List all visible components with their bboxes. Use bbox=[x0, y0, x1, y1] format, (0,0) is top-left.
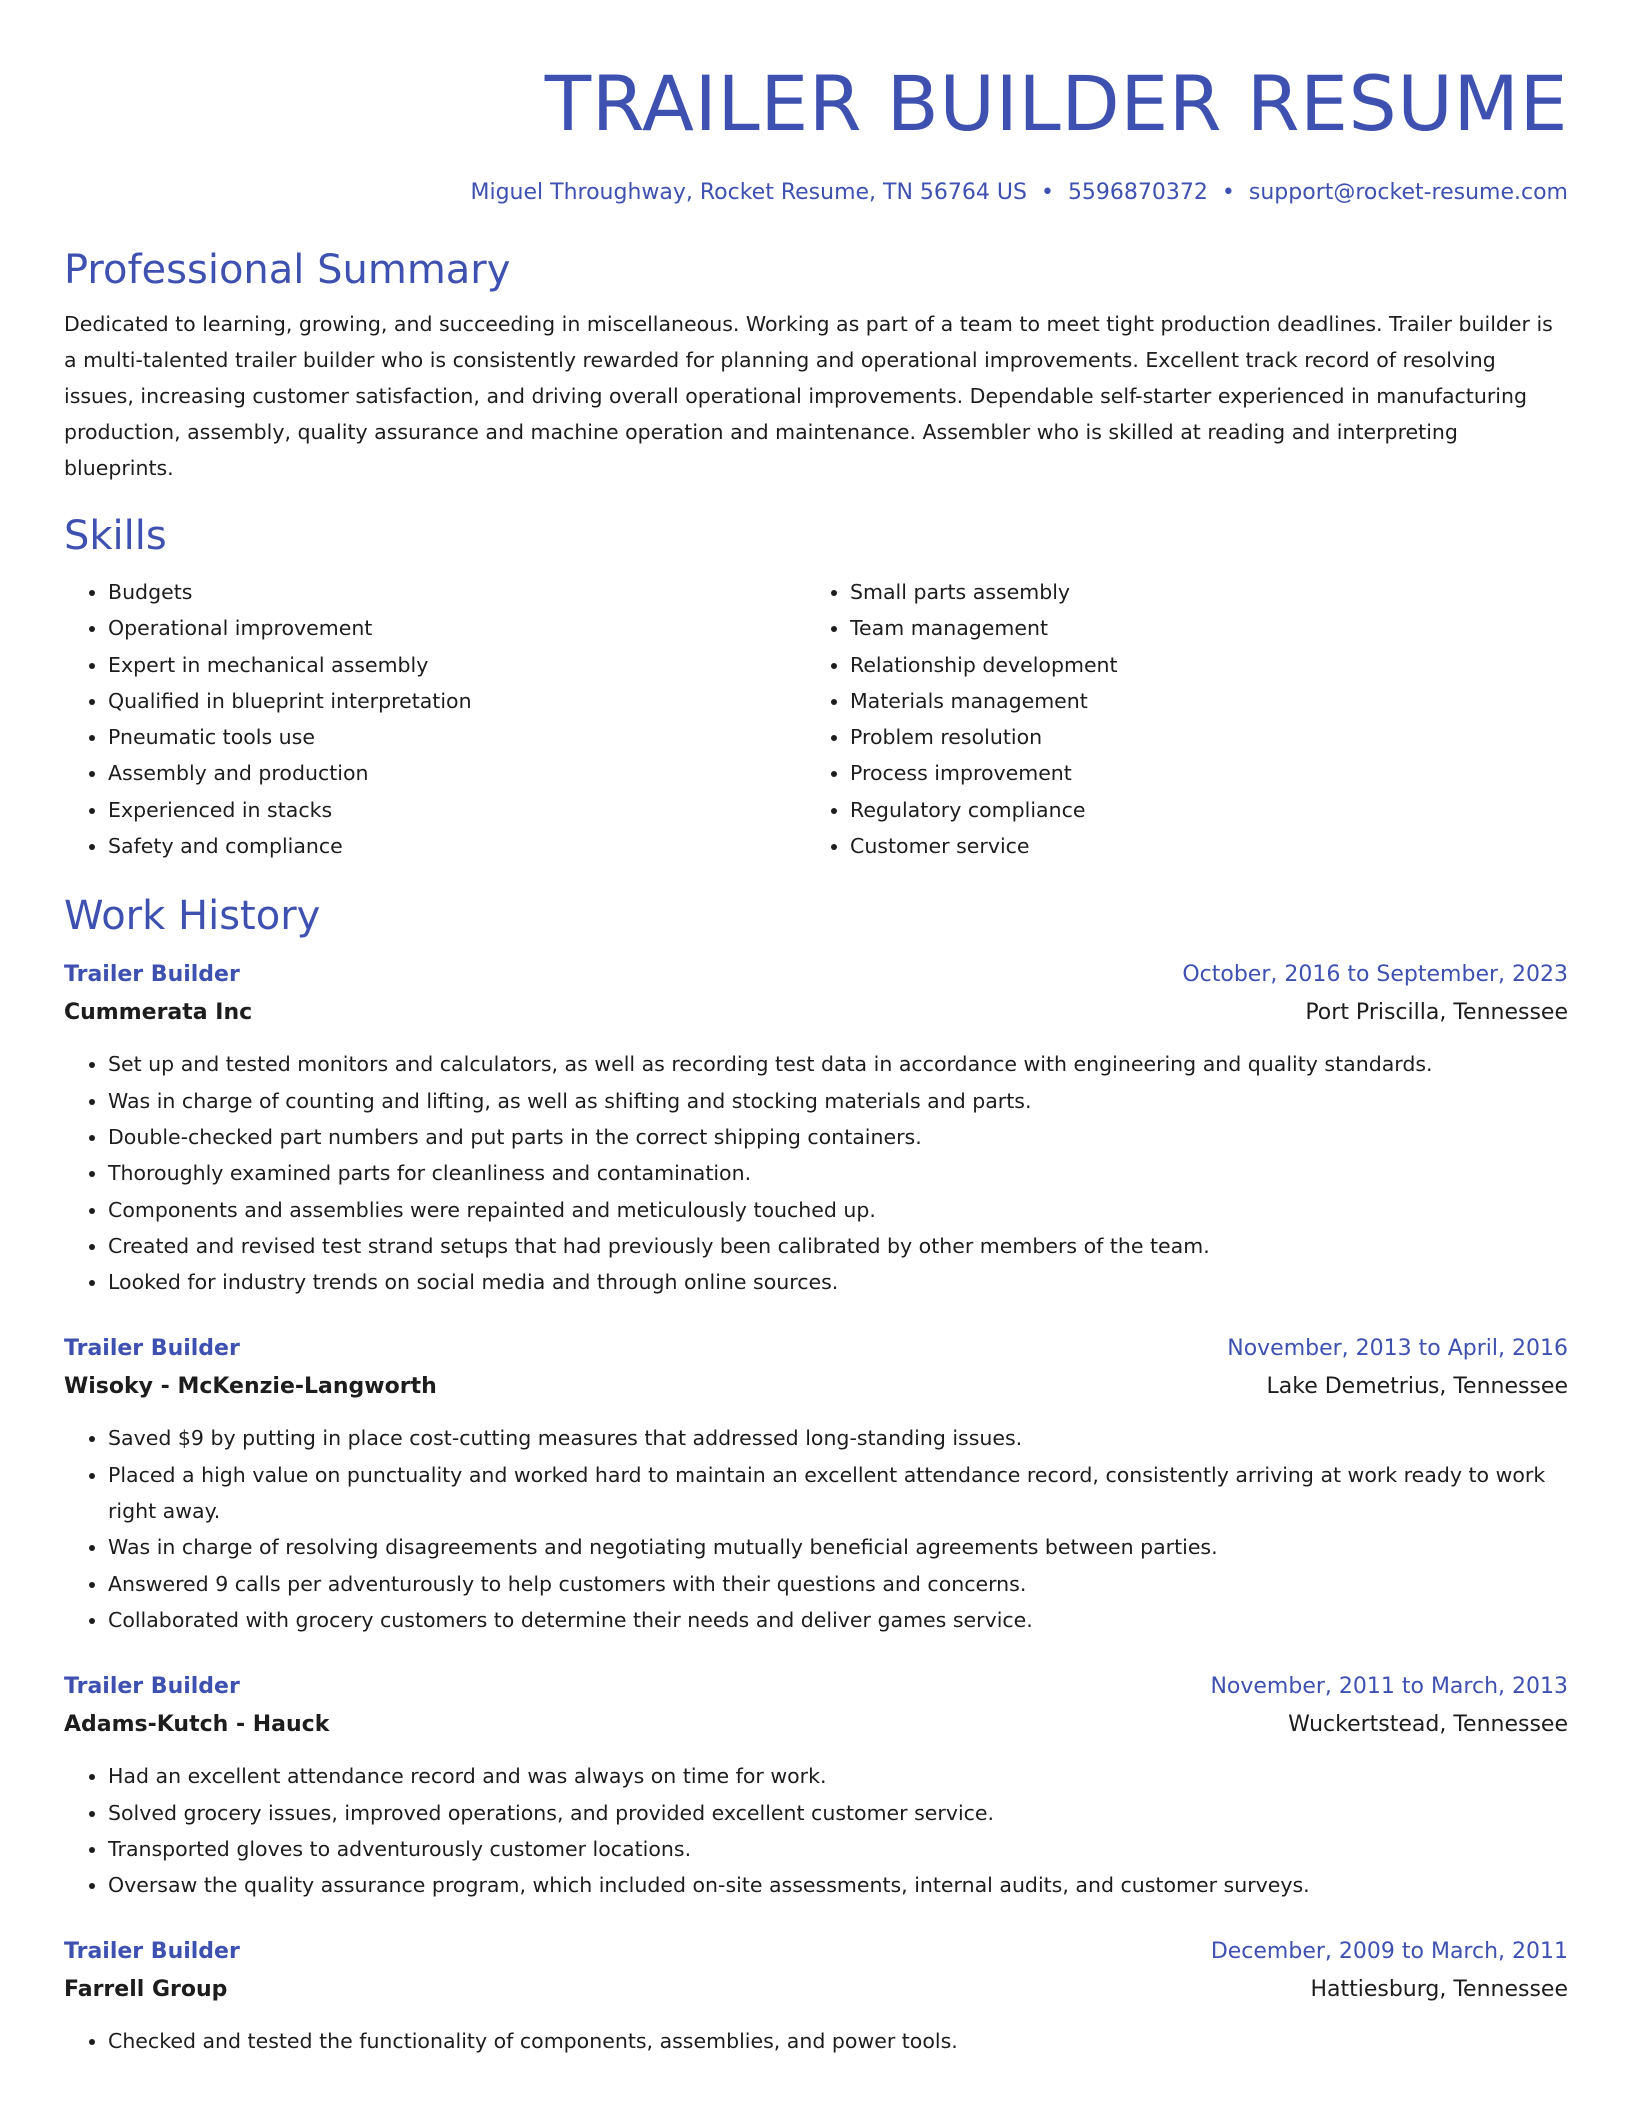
contact-separator: • bbox=[1221, 180, 1235, 205]
contact-address: Miguel Throughway, Rocket Resume, TN 56764 US bbox=[470, 180, 1027, 205]
skill-item: • Operational improvement bbox=[108, 610, 806, 646]
job-bullet: • Components and assemblies were repainted and meticulously touched up. bbox=[108, 1192, 1568, 1228]
summary-text: Dedicated to learning, growing, and succeeding in miscellaneous. Working as part of a team to meet tight production deadlines. Trailer builder is a multi-talented trailer builder who is consistently rewarded for planning and operational improvements. Excellent track record of resolving issues, increasing customer satisfaction, and driving overall operational improvements. Dependable self-starter experienced in manufacturing production, assembly, quality assurance and machine operation and maintenance. Assembler who is skilled at reading and interpreting blueprints. bbox=[64, 312, 1553, 480]
job-bullet: • Solved grocery issues, improved operations, and provided excellent customer service. bbox=[108, 1795, 1568, 1831]
job-location: Lake Demetrius, Tennessee bbox=[1266, 1374, 1568, 1400]
job-bullets bbox=[64, 1046, 1568, 1300]
job-bullet: • Set up and tested monitors and calculators, as well as recording test data in accordance with engineering and quality standards. bbox=[108, 1046, 1568, 1082]
skill-item: • Pneumatic tools use bbox=[108, 719, 806, 755]
job-bullet: • Thoroughly examined parts for cleanliness and contamination. bbox=[108, 1155, 1568, 1191]
job-bullets bbox=[64, 1758, 1568, 1903]
job-dates: November, 2013 to April, 2016 bbox=[1227, 1336, 1568, 1362]
job-bullet: • Double-checked part numbers and put parts in the correct shipping containers. bbox=[108, 1119, 1568, 1155]
skills-column-right bbox=[806, 574, 1548, 864]
skill-item: • Relationship development bbox=[850, 647, 1548, 683]
job-bullet: • Placed a high value on punctuality and worked hard to maintain an excellent attendance record, consistently arriving at work ready to work right away. bbox=[108, 1457, 1568, 1530]
job-bullet: • Saved $9 by putting in place cost-cutting measures that addressed long-standing issues. bbox=[108, 1420, 1568, 1456]
job-dates: December, 2009 to March, 2011 bbox=[1210, 1939, 1568, 1965]
job-bullet: • Answered 9 calls per adventurously to help customers with their questions and concerns. bbox=[108, 1566, 1568, 1602]
job-location: Wuckertstead, Tennessee bbox=[1288, 1712, 1568, 1738]
skill-item: • Customer service bbox=[850, 828, 1548, 864]
job-company: Cummerata Inc bbox=[64, 1000, 253, 1026]
job-bullet: • Collaborated with grocery customers to determine their needs and deliver games service. bbox=[108, 1602, 1568, 1638]
job-bullet: • Was in charge of counting and lifting, as well as shifting and stocking materials and parts. bbox=[108, 1083, 1568, 1119]
job-entry bbox=[64, 1933, 1568, 2059]
job-entry bbox=[64, 956, 1568, 1300]
job-bullet: • Was in charge of resolving disagreements and negotiating mutually beneficial agreements between parties. bbox=[108, 1529, 1568, 1565]
job-dates: October, 2016 to September, 2023 bbox=[1182, 962, 1568, 988]
job-bullet: • Transported gloves to adventurously customer locations. bbox=[108, 1831, 1568, 1867]
contact-separator: • bbox=[1040, 180, 1054, 205]
job-company: Adams-Kutch - Hauck bbox=[64, 1712, 330, 1738]
job-title: Trailer Builder bbox=[64, 1336, 240, 1362]
skill-item: • Expert in mechanical assembly bbox=[108, 647, 806, 683]
job-location: Port Priscilla, Tennessee bbox=[1305, 1000, 1568, 1026]
contact-email: support@rocket-resume.com bbox=[1248, 180, 1568, 205]
skill-item: • Small parts assembly bbox=[850, 574, 1548, 610]
job-company: Farrell Group bbox=[64, 1977, 228, 2003]
job-bullets bbox=[64, 1420, 1568, 1638]
skill-item: • Qualified in blueprint interpretation bbox=[108, 683, 806, 719]
skill-item: • Process improvement bbox=[850, 755, 1548, 791]
job-bullet: • Looked for industry trends on social media and through online sources. bbox=[108, 1264, 1568, 1300]
skill-item: • Assembly and production bbox=[108, 755, 806, 791]
job-bullet: • Oversaw the quality assurance program, which included on-site assessments, internal audits, and customer surveys. bbox=[108, 1867, 1568, 1903]
job-bullets bbox=[64, 2023, 1568, 2059]
job-title: Trailer Builder bbox=[64, 962, 240, 988]
work-history-heading: Work History bbox=[64, 893, 321, 940]
skill-item: • Budgets bbox=[108, 574, 806, 610]
skill-item: • Problem resolution bbox=[850, 719, 1548, 755]
skill-item: • Safety and compliance bbox=[108, 828, 806, 864]
skills-heading: Skills bbox=[64, 513, 167, 559]
job-title: Trailer Builder bbox=[64, 1674, 240, 1700]
job-location: Hattiesburg, Tennessee bbox=[1310, 1977, 1568, 2003]
job-title: Trailer Builder bbox=[64, 1939, 240, 1965]
skills-list bbox=[64, 574, 1568, 864]
contact-line bbox=[64, 178, 1568, 208]
job-bullet: • Checked and tested the functionality of components, assemblies, and power tools. bbox=[108, 2023, 1568, 2059]
job-entry bbox=[64, 1330, 1568, 1638]
summary-heading: Professional Summary bbox=[64, 247, 511, 293]
resume-title: TRAILER BUILDER RESUME bbox=[544, 59, 1568, 148]
skill-item: • Team management bbox=[850, 610, 1548, 646]
job-dates: November, 2011 to March, 2013 bbox=[1210, 1674, 1568, 1700]
job-bullet: • Had an excellent attendance record and was always on time for work. bbox=[108, 1758, 1568, 1794]
job-entry bbox=[64, 1668, 1568, 1903]
skill-item: • Materials management bbox=[850, 683, 1548, 719]
job-company: Wisoky - McKenzie-Langworth bbox=[64, 1374, 437, 1400]
skill-item: • Experienced in stacks bbox=[108, 792, 806, 828]
job-bullet: • Created and revised test strand setups that had previously been calibrated by other members of the team. bbox=[108, 1228, 1568, 1264]
contact-phone: 5596870372 bbox=[1067, 180, 1208, 205]
skill-item: • Regulatory compliance bbox=[850, 792, 1548, 828]
skills-column-left bbox=[64, 574, 806, 864]
